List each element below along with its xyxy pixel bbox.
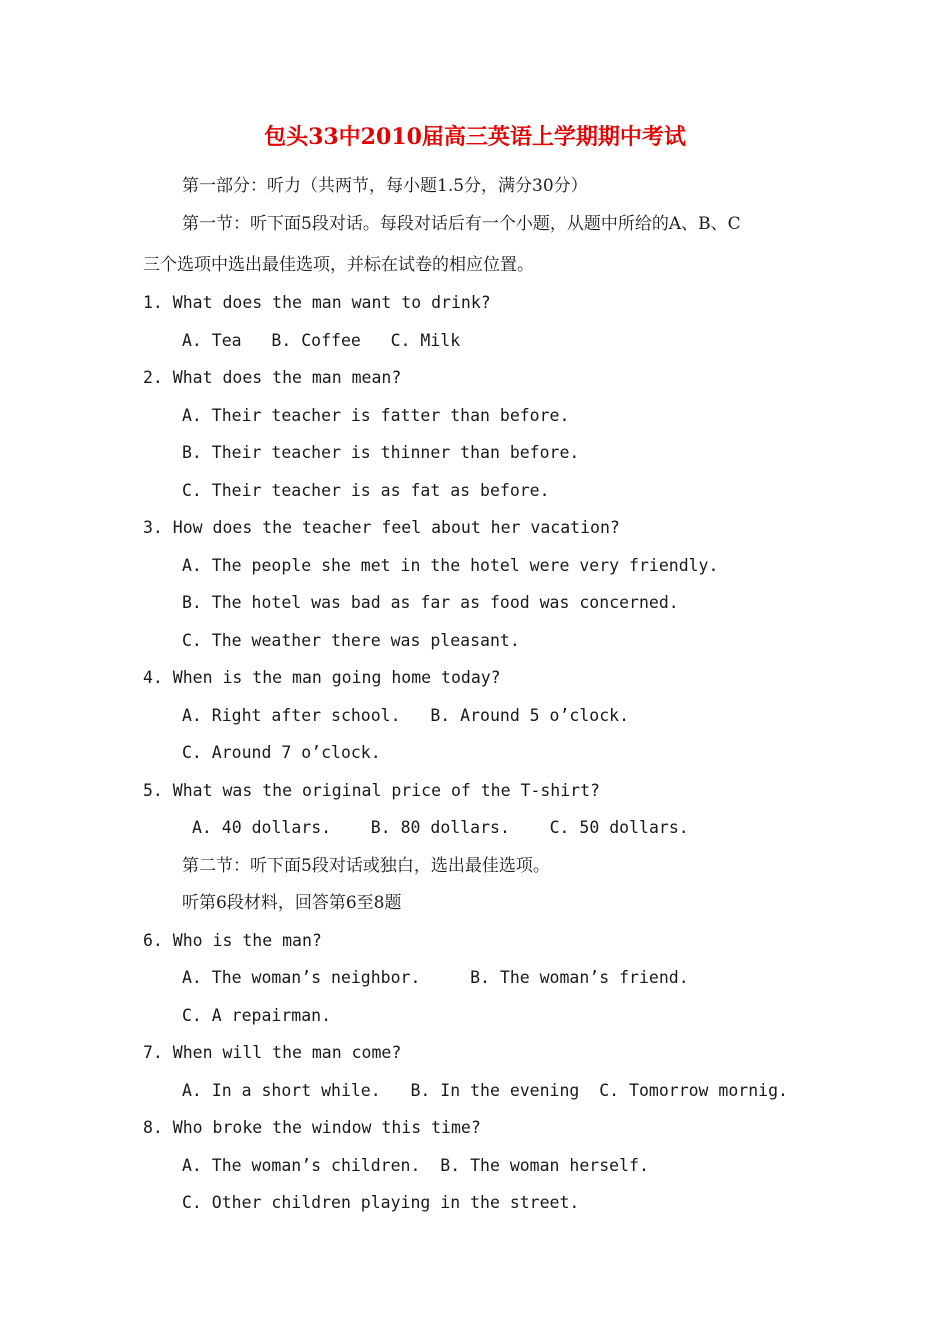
part1-heading: 第一部分：听力（共两节，每小题1.5分，满分30分） [182, 176, 588, 196]
question-4-options-ab: A. Right after school. B. Around 5 o’clock. [182, 706, 630, 725]
question-3-option-b: B. The hotel was bad as far as food was concerned. [182, 593, 679, 612]
question-2: 2. What does the man mean? [143, 368, 402, 387]
question-3-option-c: C. The weather there was pleasant. [182, 631, 520, 650]
listen-6-instruction: 听第6段材料，回答第6至8题 [182, 893, 402, 913]
section1-instruction-line2: 三个选项中选出最佳选项，并标在试卷的相应位置。 [143, 255, 534, 275]
question-2-option-c: C. Their teacher is as fat as before. [182, 481, 550, 500]
question-8-options-ab: A. The woman’s children. B. The woman herself. [182, 1156, 649, 1175]
question-2-option-a: A. Their teacher is fatter than before. [182, 406, 570, 425]
question-1-options: A. Tea B. Coffee C. Milk [182, 331, 461, 350]
question-3-option-a: A. The people she met in the hotel were very friendly. [182, 556, 719, 575]
question-6-option-c: C. A repairman. [182, 1006, 332, 1025]
question-3: 3. How does the teacher feel about her vacation? [143, 518, 620, 537]
question-7-options: A. In a short while. B. In the evening C. Tomorrow mornig. [182, 1081, 788, 1100]
question-6-options-ab: A. The woman’s neighbor. B. The woman’s friend. [182, 968, 689, 987]
question-8-option-c: C. Other children playing in the street. [182, 1193, 580, 1212]
question-5-options: A. 40 dollars. B. 80 dollars. C. 50 dollars. [192, 818, 689, 837]
question-2-option-b: B. Their teacher is thinner than before. [182, 443, 580, 462]
question-7: 7. When will the man come? [143, 1043, 402, 1062]
question-6: 6. Who is the man? [143, 931, 322, 950]
section1-instruction-line1: 第一节：听下面5段对话。每段对话后有一个小题，从题中所给的A、B、C [182, 214, 741, 234]
question-4-option-c: C. Around 7 o’clock. [182, 743, 381, 762]
question-5: 5. What was the original price of the T-shirt? [143, 781, 600, 800]
question-8: 8. Who broke the window this time? [143, 1118, 481, 1137]
section2-heading: 第二节：听下面5段对话或独白，选出最佳选项。 [182, 856, 550, 876]
page-title: 包头33中2010届高三英语上学期期中考试 [264, 124, 686, 150]
question-4: 4. When is the man going home today? [143, 668, 501, 687]
question-1: 1. What does the man want to drink? [143, 293, 491, 312]
